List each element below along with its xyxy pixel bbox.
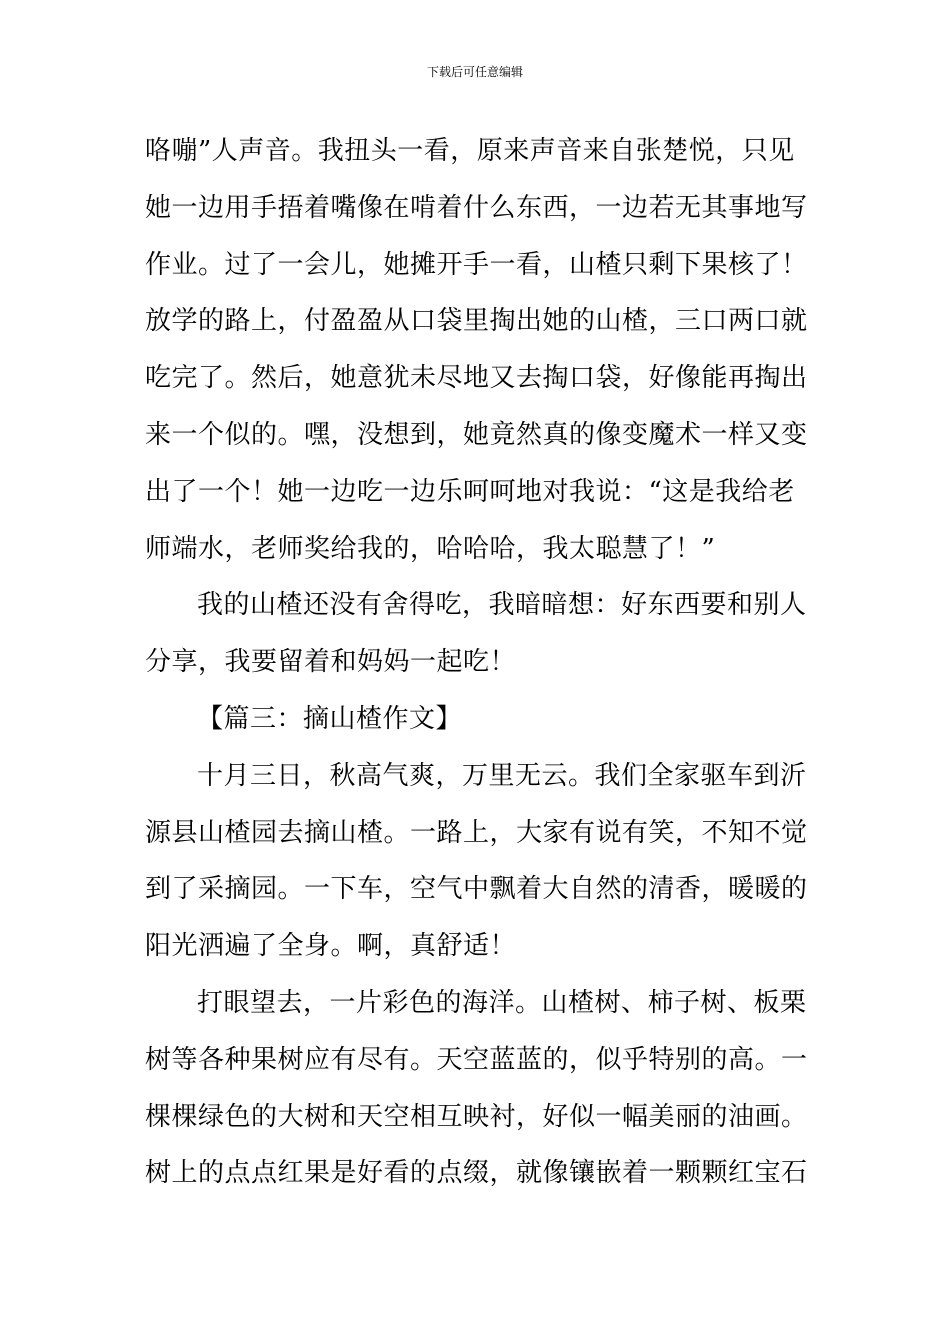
text-line: 来一个似的。嘿，没想到，她竟然真的像变魔术一样又变 [145, 419, 808, 450]
page-header: 下载后可任意编辑 [426, 65, 523, 79]
text-line: 分享，我要留着和妈妈一起吃！ [145, 647, 517, 678]
paragraph-start-line: 十月三日，秋高气爽，万里无云。我们全家驱车到沂 [197, 760, 807, 791]
text-line: 源县山楂园去摘山楂。一路上，大家有说有笑，不知不觉 [145, 817, 808, 848]
paragraph-start-line: 我的山楂还没有舍得吃，我暗暗想：好东西要和别人 [197, 590, 807, 621]
text-line: 棵棵绿色的大树和天空相互映衬，好似一幅美丽的油画。 [145, 1101, 808, 1132]
text-line: 到了采摘园。一下车，空气中飘着大自然的清香，暖暖的 [145, 874, 808, 905]
text-line: 树上的点点红果是好看的点缀，就像镶嵌着一颗颗红宝石 [145, 1158, 808, 1189]
text-line: 吃完了。然后，她意犹未尽地又去掏口袋，好像能再掏出 [145, 363, 808, 394]
text-line: 师端水，老师奖给我的，哈哈哈，我太聪慧了！” [145, 533, 716, 564]
text-line: 放学的路上，付盈盈从口袋里掏出她的山楂，三口两口就 [145, 306, 808, 337]
section-heading: 【篇三：摘山楂作文】 [197, 703, 463, 734]
text-line: 她一边用手捂着嘴像在啃着什么东西，一边若无其事地写 [145, 192, 808, 223]
text-line: 树等各种果树应有尽有。天空蓝蓝的，似乎特别的高。一 [145, 1044, 808, 1075]
text-line: 出了一个！她一边吃一边乐呵呵地对我说：“这是我给老 [145, 476, 795, 507]
paragraph-start-line: 打眼望去，一片彩色的海洋。山楂树、柿子树、板栗 [197, 987, 807, 1018]
text-line: 作业。过了一会儿，她摊开手一看，山楂只剩下果核了！ [145, 249, 808, 280]
document-body [145, 123, 815, 1202]
text-line: 阳光洒遍了全身。啊，真舒适！ [145, 931, 517, 962]
text-line: 咯嘣”人声音。我扭头一看，原来声音来自张楚悦，只见 [145, 136, 795, 166]
